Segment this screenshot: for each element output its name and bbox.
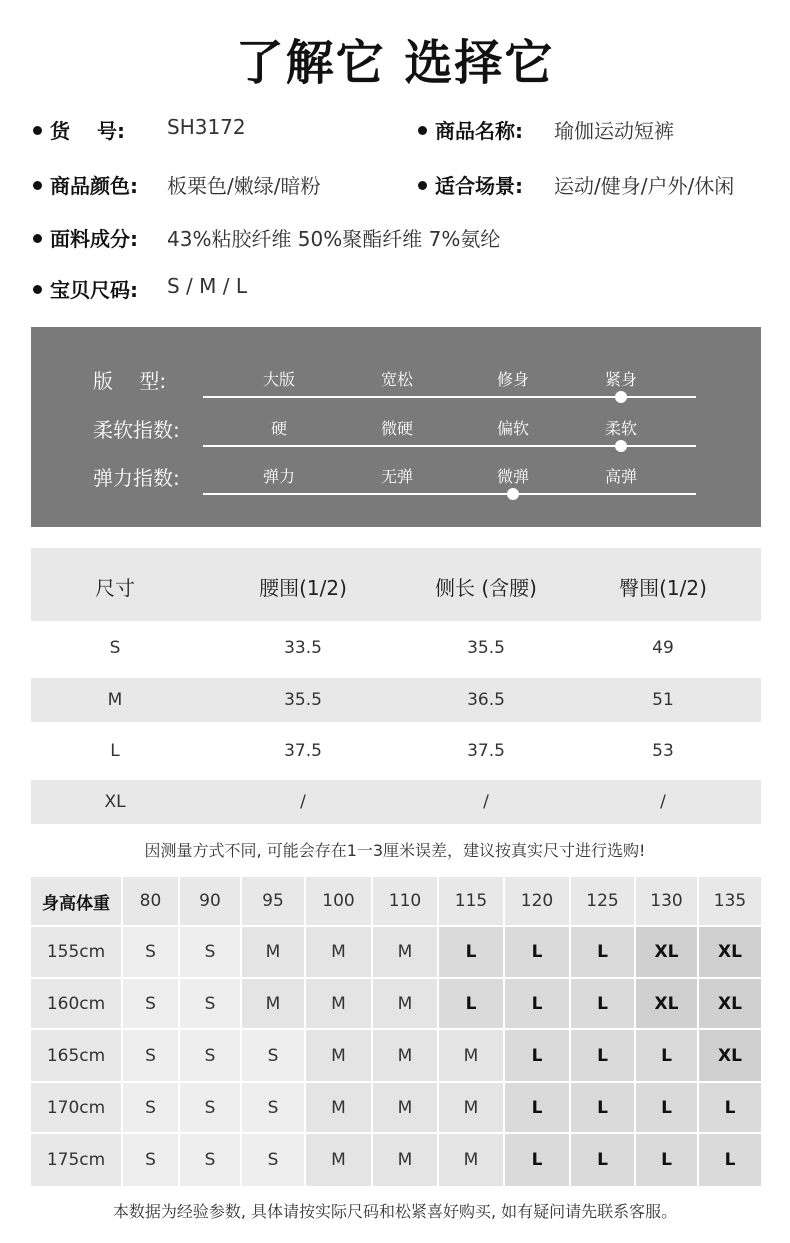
fit-option: 无弹 bbox=[380, 467, 414, 486]
fit-option: 紧身 bbox=[604, 370, 638, 389]
info-sizes-value: S / M / L bbox=[167, 274, 247, 298]
fit-row-label: 柔软指数: bbox=[93, 418, 180, 442]
size-recommendation-grid bbox=[31, 877, 761, 1186]
info-fabric-value: 43%粘胶纤维 50%聚酯纤维 7%氨纶 bbox=[167, 227, 501, 251]
grid-size-cell: M bbox=[242, 979, 304, 1028]
size-table-cell: 37.5 bbox=[467, 741, 505, 761]
size-table-cell: / bbox=[660, 792, 666, 812]
grid-size-cell: XL bbox=[636, 927, 697, 977]
grid-weight-header: 100 bbox=[306, 877, 371, 925]
bullet-icon bbox=[418, 181, 427, 190]
grid-size-cell: M bbox=[306, 1030, 371, 1081]
fit-row bbox=[31, 462, 761, 512]
bullet-icon bbox=[33, 285, 42, 294]
fit-option: 柔软 bbox=[604, 419, 638, 438]
info-sku-value: SH3172 bbox=[167, 115, 246, 139]
grid-size-cell: M bbox=[373, 979, 437, 1028]
info-color-value: 板栗色/嫩绿/暗粉 bbox=[167, 174, 321, 198]
size-table-header-cell: 腰围(1/2) bbox=[259, 576, 347, 600]
size-table-header-cell: 尺寸 bbox=[95, 576, 135, 600]
grid-weight-header: 90 bbox=[180, 877, 240, 925]
grid-size-cell: M bbox=[306, 1083, 371, 1132]
grid-size-cell: L bbox=[505, 927, 569, 977]
info-color bbox=[33, 170, 321, 199]
fit-panel bbox=[31, 327, 761, 527]
fit-row bbox=[31, 414, 761, 464]
grid-size-cell: M bbox=[439, 1134, 503, 1186]
grid-weight-header: 135 bbox=[699, 877, 761, 925]
grid-size-cell: M bbox=[439, 1083, 503, 1132]
fit-option: 大版 bbox=[262, 370, 296, 389]
fit-scale-line bbox=[203, 493, 696, 495]
size-table-cell: M bbox=[107, 690, 123, 710]
grid-size-cell: L bbox=[699, 1083, 761, 1132]
grid-weight-header: 115 bbox=[439, 877, 503, 925]
grid-weight-header: 120 bbox=[505, 877, 569, 925]
fit-option: 宽松 bbox=[380, 370, 414, 389]
grid-size-cell: L bbox=[505, 979, 569, 1028]
grid-size-cell: M bbox=[373, 1083, 437, 1132]
grid-size-cell: S bbox=[123, 979, 178, 1028]
grid-size-cell: L bbox=[571, 1134, 634, 1186]
fit-row bbox=[31, 365, 761, 415]
grid-weight-header: 80 bbox=[123, 877, 178, 925]
grid-size-cell: M bbox=[373, 1134, 437, 1186]
size-table-cell: / bbox=[483, 792, 489, 812]
size-table-cell: L bbox=[110, 741, 120, 761]
fit-option: 硬 bbox=[270, 419, 288, 438]
fit-row-label: 弹力指数: bbox=[93, 466, 180, 490]
grid-size-cell: S bbox=[180, 979, 240, 1028]
grid-size-cell: S bbox=[123, 927, 178, 977]
grid-height-label: 155cm bbox=[31, 927, 121, 977]
size-table-cell: 36.5 bbox=[467, 690, 505, 710]
size-table-cell: 35.5 bbox=[467, 638, 505, 658]
grid-size-cell: S bbox=[123, 1030, 178, 1081]
grid-height-label: 160cm bbox=[31, 979, 121, 1028]
size-table-row bbox=[31, 678, 761, 722]
measurement-note: 因测量方式不同, 可能会存在1一3厘米误差，建议按真实尺寸进行选购! bbox=[144, 841, 646, 860]
size-table-cell: 33.5 bbox=[284, 638, 322, 658]
fit-option: 弹力 bbox=[262, 467, 296, 486]
grid-size-cell: XL bbox=[636, 979, 697, 1028]
grid-weight-header: 95 bbox=[242, 877, 304, 925]
fit-option: 高弹 bbox=[604, 467, 638, 486]
grid-size-cell: L bbox=[505, 1134, 569, 1186]
size-table-cell: / bbox=[300, 792, 306, 812]
bullet-icon bbox=[33, 181, 42, 190]
fit-row-label: 版 型: bbox=[93, 369, 167, 393]
fit-option: 修身 bbox=[496, 370, 530, 389]
info-scene bbox=[418, 170, 735, 199]
grid-size-cell: XL bbox=[699, 979, 761, 1028]
grid-size-cell: M bbox=[306, 1134, 371, 1186]
bullet-icon bbox=[33, 234, 42, 243]
grid-size-cell: S bbox=[123, 1083, 178, 1132]
grid-size-cell: L bbox=[439, 927, 503, 977]
size-table-row bbox=[31, 626, 761, 670]
grid-size-cell: XL bbox=[699, 1030, 761, 1081]
size-table-cell: 35.5 bbox=[284, 690, 322, 710]
grid-size-cell: M bbox=[306, 979, 371, 1028]
grid-size-cell: L bbox=[505, 1030, 569, 1081]
grid-size-cell: L bbox=[699, 1134, 761, 1186]
size-table-cell: 53 bbox=[652, 741, 674, 761]
fit-indicator-dot bbox=[507, 488, 519, 500]
size-table-cell: 37.5 bbox=[284, 741, 322, 761]
grid-height-label: 170cm bbox=[31, 1083, 121, 1132]
grid-size-cell: S bbox=[180, 927, 240, 977]
grid-size-cell: L bbox=[636, 1134, 697, 1186]
bullet-icon bbox=[33, 126, 42, 135]
info-sku-label: 货 号: bbox=[50, 119, 125, 143]
fit-option: 微硬 bbox=[380, 419, 414, 438]
grid-size-cell: M bbox=[306, 927, 371, 977]
fit-option: 偏软 bbox=[496, 419, 530, 438]
size-table-cell: 49 bbox=[652, 638, 674, 658]
grid-size-cell: L bbox=[571, 1030, 634, 1081]
info-fabric bbox=[33, 223, 501, 252]
info-name bbox=[418, 115, 674, 144]
grid-size-cell: L bbox=[571, 979, 634, 1028]
bullet-icon bbox=[418, 126, 427, 135]
grid-weight-header: 130 bbox=[636, 877, 697, 925]
info-fabric-label: 面料成分: bbox=[50, 227, 138, 251]
size-table-header-cell: 臀围(1/2) bbox=[619, 576, 707, 600]
size-table-header-cell: 侧长 (含腰) bbox=[435, 576, 537, 600]
grid-size-cell: S bbox=[180, 1030, 240, 1081]
info-sku bbox=[33, 115, 246, 144]
fit-option: 微弹 bbox=[496, 467, 530, 486]
grid-height-label: 175cm bbox=[31, 1134, 121, 1186]
footer-note: 本数据为经验参数, 具体请按实际尺码和松紧喜好购买, 如有疑问请先联系客服。 bbox=[112, 1202, 678, 1221]
grid-size-cell: S bbox=[242, 1134, 304, 1186]
size-table-row bbox=[31, 729, 761, 773]
info-name-value: 瑜伽运动短裤 bbox=[554, 119, 674, 143]
size-table-header bbox=[31, 548, 761, 621]
grid-size-cell: M bbox=[373, 927, 437, 977]
size-table-row bbox=[31, 780, 761, 824]
grid-size-cell: S bbox=[242, 1083, 304, 1132]
grid-size-cell: M bbox=[439, 1030, 503, 1081]
info-name-label: 商品名称: bbox=[435, 119, 523, 143]
grid-size-cell: L bbox=[439, 979, 503, 1028]
grid-size-cell: S bbox=[123, 1134, 178, 1186]
info-sizes-label: 宝贝尺码: bbox=[50, 278, 138, 302]
size-table-cell: XL bbox=[104, 792, 126, 812]
grid-size-cell: M bbox=[242, 927, 304, 977]
grid-size-cell: S bbox=[180, 1083, 240, 1132]
info-scene-label: 适合场景: bbox=[435, 174, 523, 198]
size-table-cell: S bbox=[109, 638, 121, 658]
grid-size-cell: L bbox=[636, 1030, 697, 1081]
grid-size-cell: L bbox=[571, 1083, 634, 1132]
page-title: 了解它 选择它 bbox=[235, 35, 555, 91]
info-color-label: 商品颜色: bbox=[50, 174, 138, 198]
grid-size-cell: M bbox=[373, 1030, 437, 1081]
info-sizes bbox=[33, 274, 247, 303]
grid-height-label: 165cm bbox=[31, 1030, 121, 1081]
grid-size-cell: L bbox=[505, 1083, 569, 1132]
grid-weight-header: 110 bbox=[373, 877, 437, 925]
fit-indicator-dot bbox=[615, 391, 627, 403]
grid-corner-label: 身高体重 bbox=[31, 877, 121, 925]
grid-weight-header: 125 bbox=[571, 877, 634, 925]
grid-size-cell: S bbox=[242, 1030, 304, 1081]
grid-size-cell: XL bbox=[699, 927, 761, 977]
fit-indicator-dot bbox=[615, 440, 627, 452]
size-table-cell: 51 bbox=[652, 690, 674, 710]
info-scene-value: 运动/健身/户外/休闲 bbox=[554, 174, 735, 198]
grid-size-cell: S bbox=[180, 1134, 240, 1186]
grid-size-cell: L bbox=[571, 927, 634, 977]
grid-size-cell: L bbox=[636, 1083, 697, 1132]
